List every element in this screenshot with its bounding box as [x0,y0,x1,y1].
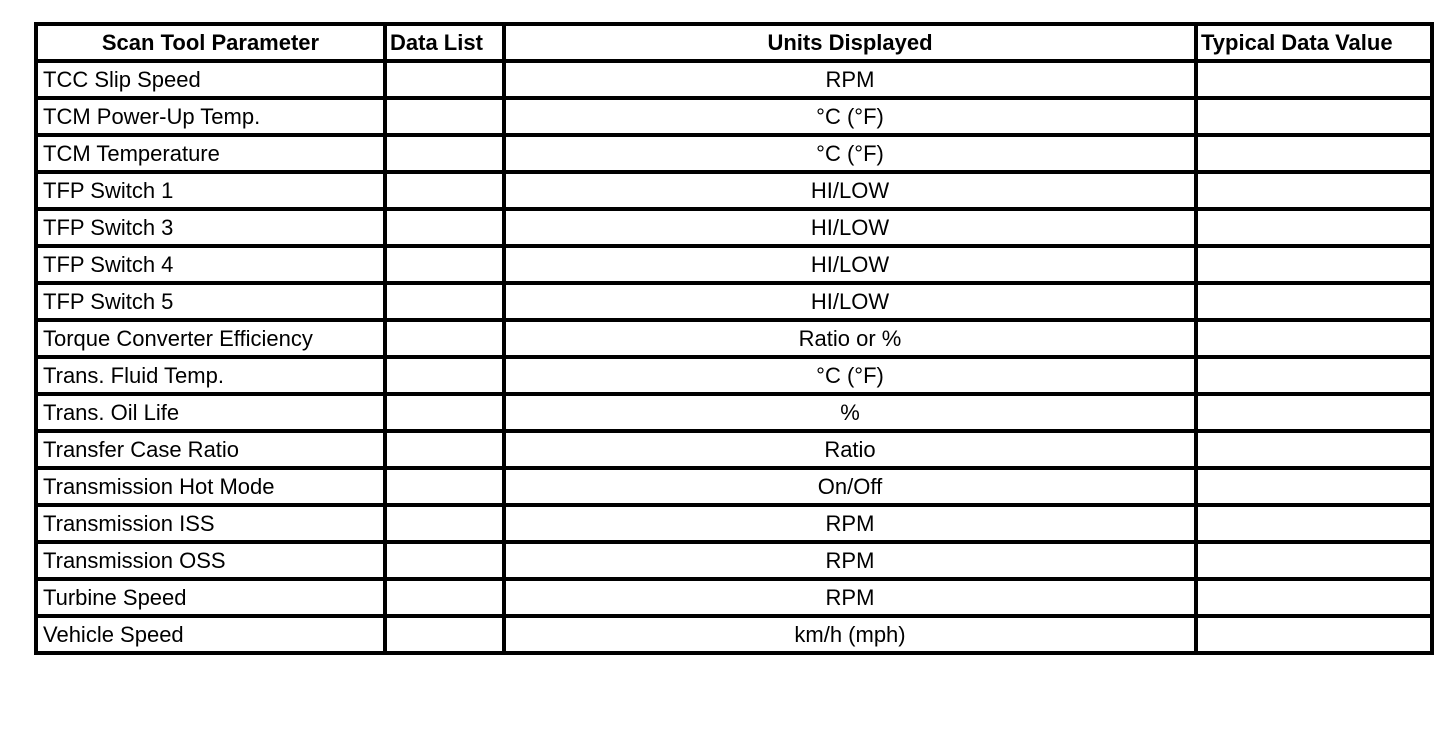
table-row [36,246,1432,283]
table-row [36,505,1432,542]
units-displayed-cell: Ratio [504,431,1196,468]
data-list-cell [385,246,504,283]
data-list-cell [385,209,504,246]
parameter-cell: TFP Switch 3 [36,209,385,246]
typical-data-value-cell [1196,468,1432,505]
data-list-cell [385,431,504,468]
table-row [36,468,1432,505]
table-row [36,61,1432,98]
data-list-cell [385,135,504,172]
units-displayed-cell: Ratio or % [504,320,1196,357]
table-row [36,172,1432,209]
units-displayed-cell: RPM [504,61,1196,98]
parameter-cell: TCM Temperature [36,135,385,172]
units-displayed-cell: °C (°F) [504,98,1196,135]
parameter-cell: TCC Slip Speed [36,61,385,98]
typical-data-value-cell [1196,61,1432,98]
typical-data-value-cell [1196,579,1432,616]
data-list-cell [385,283,504,320]
scan-tool-parameter-table [34,22,1434,655]
parameter-cell: Trans. Oil Life [36,394,385,431]
units-displayed-cell: °C (°F) [504,357,1196,394]
table-row [36,542,1432,579]
units-displayed-cell: RPM [504,579,1196,616]
data-list-cell [385,616,504,653]
typical-data-value-cell [1196,394,1432,431]
header-row [36,24,1432,61]
units-displayed-cell: On/Off [504,468,1196,505]
typical-data-value-cell [1196,283,1432,320]
parameter-cell: TFP Switch 4 [36,246,385,283]
header-scan-tool-parameter: Scan Tool Parameter [36,24,385,61]
table-row [36,357,1432,394]
parameter-cell: TFP Switch 1 [36,172,385,209]
table-row [36,98,1432,135]
parameter-cell: Transmission ISS [36,505,385,542]
units-displayed-cell: RPM [504,505,1196,542]
typical-data-value-cell [1196,98,1432,135]
typical-data-value-cell [1196,246,1432,283]
typical-data-value-cell [1196,616,1432,653]
units-displayed-cell: °C (°F) [504,135,1196,172]
table-row [36,616,1432,653]
data-list-cell [385,394,504,431]
typical-data-value-cell [1196,320,1432,357]
units-displayed-cell: HI/LOW [504,283,1196,320]
table-body [36,61,1432,653]
table-row [36,431,1432,468]
units-displayed-cell: HI/LOW [504,209,1196,246]
typical-data-value-cell [1196,357,1432,394]
data-list-cell [385,468,504,505]
typical-data-value-cell [1196,431,1432,468]
units-displayed-cell: HI/LOW [504,172,1196,209]
units-displayed-cell: RPM [504,542,1196,579]
parameter-cell: Transmission Hot Mode [36,468,385,505]
parameter-cell: Transfer Case Ratio [36,431,385,468]
units-displayed-cell: km/h (mph) [504,616,1196,653]
table-row [36,135,1432,172]
parameter-cell: Turbine Speed [36,579,385,616]
data-list-cell [385,505,504,542]
parameter-cell: TCM Power-Up Temp. [36,98,385,135]
parameter-cell: Transmission OSS [36,542,385,579]
data-list-cell [385,357,504,394]
data-list-cell [385,172,504,209]
data-list-cell [385,579,504,616]
table-row [36,320,1432,357]
table-header [36,24,1432,61]
data-list-cell [385,542,504,579]
table-row [36,283,1432,320]
parameter-cell: Trans. Fluid Temp. [36,357,385,394]
parameter-cell: TFP Switch 5 [36,283,385,320]
units-displayed-cell: % [504,394,1196,431]
header-data-list: Data List [385,24,504,61]
parameter-cell: Vehicle Speed [36,616,385,653]
data-list-cell [385,98,504,135]
data-list-cell [385,320,504,357]
table-row [36,579,1432,616]
data-list-cell [385,61,504,98]
typical-data-value-cell [1196,505,1432,542]
header-typical-data-value: Typical Data Value [1196,24,1432,61]
typical-data-value-cell [1196,172,1432,209]
typical-data-value-cell [1196,209,1432,246]
parameter-cell: Torque Converter Efficiency [36,320,385,357]
typical-data-value-cell [1196,542,1432,579]
typical-data-value-cell [1196,135,1432,172]
scan-tool-parameter-table-container [34,22,1434,655]
header-units-displayed: Units Displayed [504,24,1196,61]
table-row [36,209,1432,246]
units-displayed-cell: HI/LOW [504,246,1196,283]
table-row [36,394,1432,431]
